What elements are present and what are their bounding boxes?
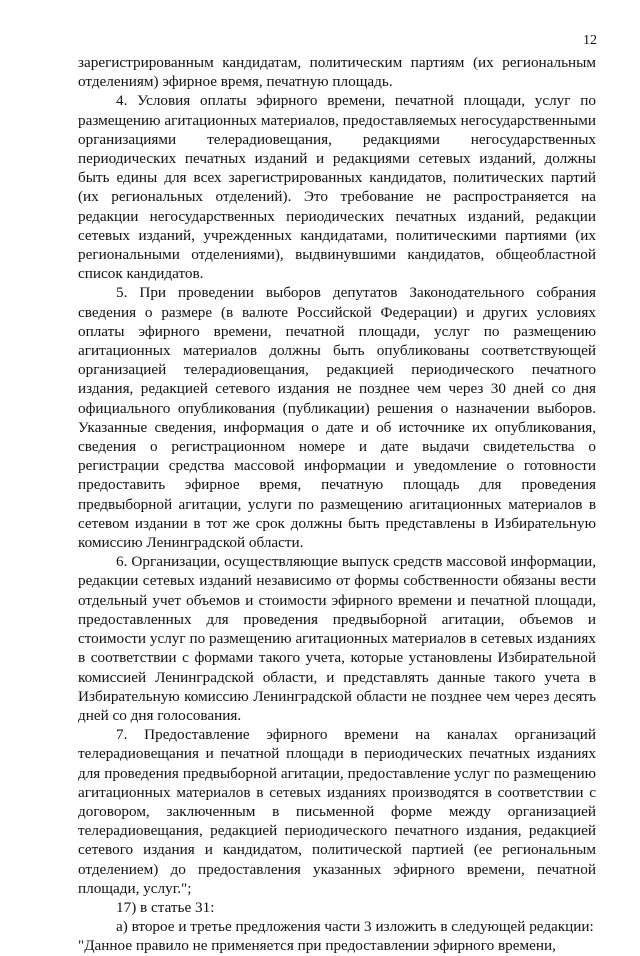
paragraph-item-5: 5. При проведении выборов депутатов Законодательного собрания сведения о размере (в валюте Российской Федерации) и других условиях оплаты эфирного времени, печатной площади, услуг по размещению агитационных материалов должны быть опубликованы соответствующей организацией телерадиовещания, редакцией периодического печатного издания, редакцией сетевого издания не позднее чем через 30 дней со дня официального опубликования (публикации) решения о назначении выборов. Указанные сведения, информация о дате и об источнике их опубликования, сведения о регистрационном номере и дате выдачи свидетельства о регистрации средства массовой информации и уведомление о готовности предоставить эфирное время, печатную площадь для проведения предвыборной агитации, услуги по размещению агитационных материалов в сетевом издании в тот же срок должны быть представлены в Избирательную комиссию Ленинградской области. (78, 284, 596, 552)
document-body (78, 53, 596, 956)
paragraph-subitem-a: а) второе и третье предложения части 3 изложить в следующей редакции: (116, 918, 594, 936)
paragraph-item-6: 6. Организации, осуществляющие выпуск средств массовой информации, редакции сетевых изданий независимо от формы собственности обязаны вести отдельный учет объемов и стоимости эфирного времени и печатной площади, предоставленных для проведения предвыборной агитации, объемов и стоимости услуг по размещению агитационных материалов в сетевых изданиях в соответствии с формами такого учета, которые установлены Избирательной комиссией Ленинградской области, и представлять данные такого учета в Избирательную комиссию Ленинградской области не позднее чем через десять дней со дня голосования. (78, 553, 596, 724)
paragraph-quote: "Данное правило не применяется при предоставлении эфирного времени, (78, 937, 556, 955)
paragraph-continuation: зарегистрированным кандидатам, политическим партиям (их региональным отделениям) эфирное время, печатную площадь. (78, 54, 596, 91)
paragraph-item-7: 7. Предоставление эфирного времени на каналах организаций телерадиовещания и печатной площади в периодических печатных изданиях для проведения предвыборной агитации, предоставление услуг по размещению агитационных материалов в сетевых изданиях производятся в соответствии с договором, заключенным в письменной форме между организацией телерадиовещания, редакцией периодического печатного издания, редакцией сетевого издания и кандидатом, политической партией (ее региональным отделением) до предоставления указанных эфирного времени, печатной площади, услуг."; (78, 726, 596, 897)
paragraph-item-4: 4. Условия оплаты эфирного времени, печатной площади, услуг по размещению агитационных материалов, предоставляемых негосударственными организациями телерадиовещания, редакциями негосударственных периодических печатных изданий и редакциями сетевых изданий, должны быть едины для всех зарегистрированных кандидатов, политических партий (их региональных отделений). Это требование не распространяется на редакции негосударственных периодических печатных изданий, редакции сетевых изданий, учрежденных кандидатами, политическими партиями (их региональными отделениями), выдвинувшими кандидатов, общеобластной список кандидатов. (78, 92, 596, 283)
page-number: 12 (583, 33, 597, 48)
paragraph-item-17: 17) в статье 31: (116, 898, 215, 916)
